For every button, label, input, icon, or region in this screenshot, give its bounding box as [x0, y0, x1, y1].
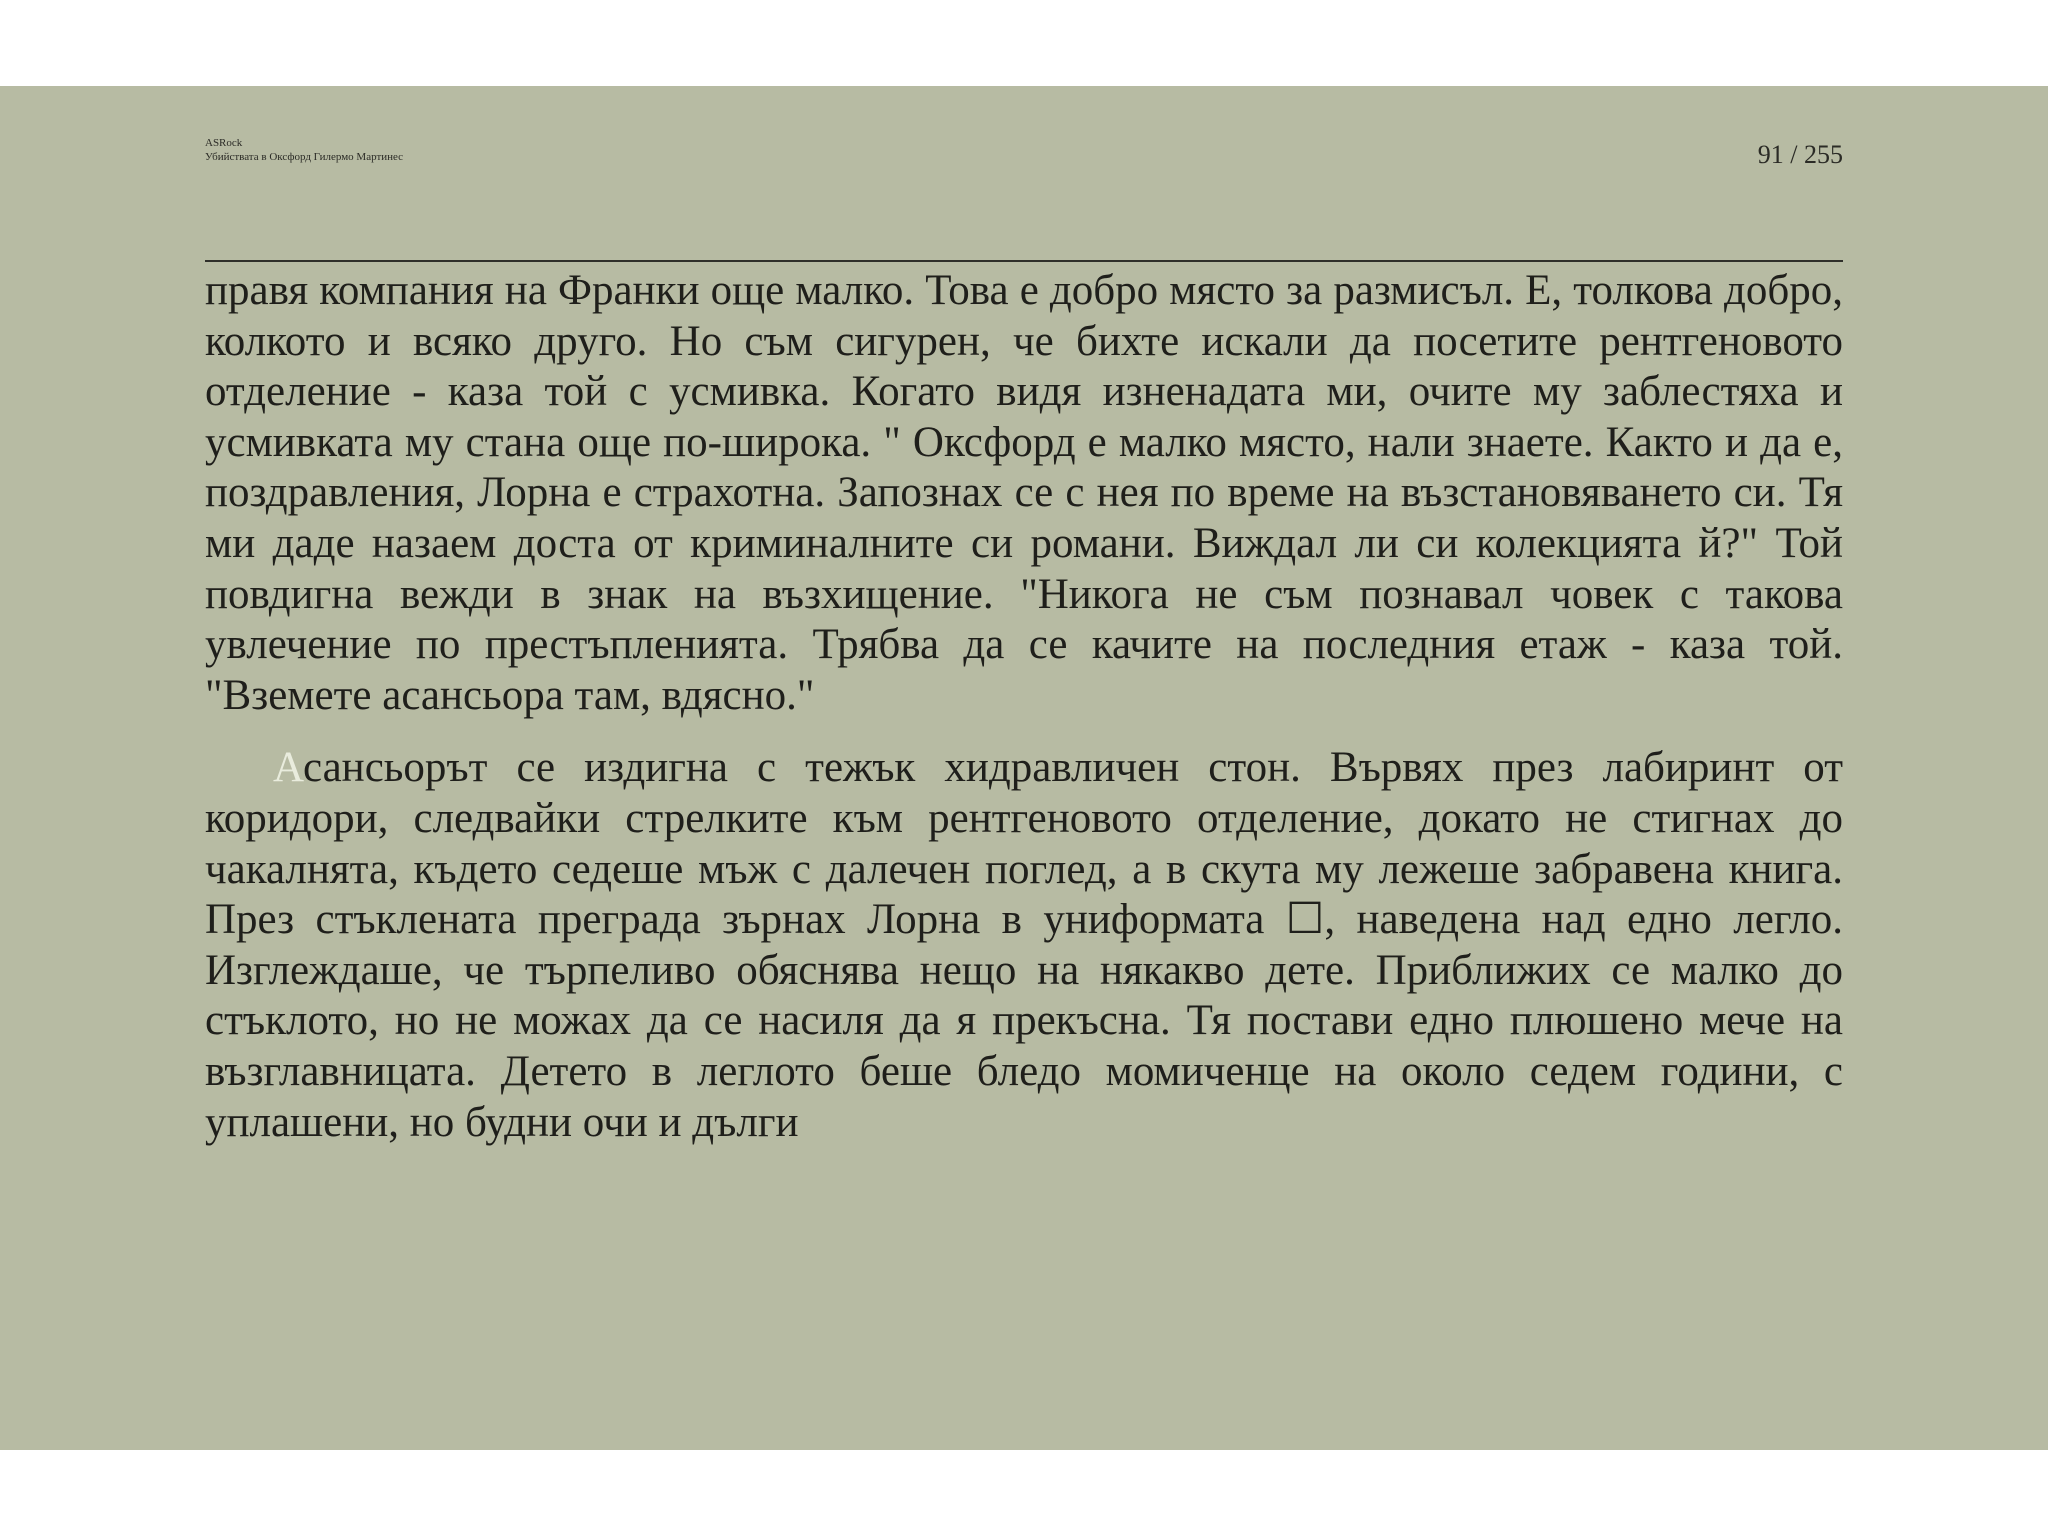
app-name: ASRock: [205, 137, 243, 149]
page-header: [205, 136, 1843, 262]
book-info: [205, 136, 403, 164]
paragraph: правя компания на Франки още малко. Това е добро място за размисъл. Е, толкова добро, колкото и всяко друго. Но съм сигурен, че бихте искали да посетите рентгеновото отделение - каза той с усмивка. Когато видя изненадата ми, очите му заблестяха и усмивката му стана още по-широка. " Оксфорд е малко място, нали знаете. Както и да е, поздравления, Лорна е страхотна. Запознах се с нея по време на възстановяването си. Тя ми даде назаем доста от криминалните си романи. Виждал ли си колекцията й?" Той повдигна вежди в знак на възхищение. "Никога не съм познавал човек с такова увлечение по престъпленията. Трябва да се качите на последния етаж - каза той. "Вземете асансьора там, вдясно.": [205, 267, 1843, 719]
book-title: Убийствата в Оксфорд Гилермо Мартинес: [205, 151, 404, 163]
paragraph-text: сансьорът се издигна с тежък хидравличен стон. Вървях през лабиринт от коридори, следвайки стрелките към рентгеновото отделение, докато не стигнах до чакалнята, където седеше мъж с далечен поглед, а в скута му лежеше забравена книга. През стъклената преграда зърнах Лорна в униформата ☐, наведена над едно легло. Изглеждаше, че търпеливо обяснява нещо на някакво дете. Приближих се малко до стъклото, но не можах да се насиля да я прекъсна. Тя постави едно плюшено мече на възглавницата. Детето в леглото беше бледо момиченце на около седем години, с уплашени, но будни очи и дълги: [205, 744, 1843, 1146]
paragraph: [205, 743, 1843, 1148]
page-indicator: 91 / 255: [1757, 140, 1843, 169]
drop-cap: А: [273, 744, 303, 792]
book-text: [205, 266, 1843, 1148]
